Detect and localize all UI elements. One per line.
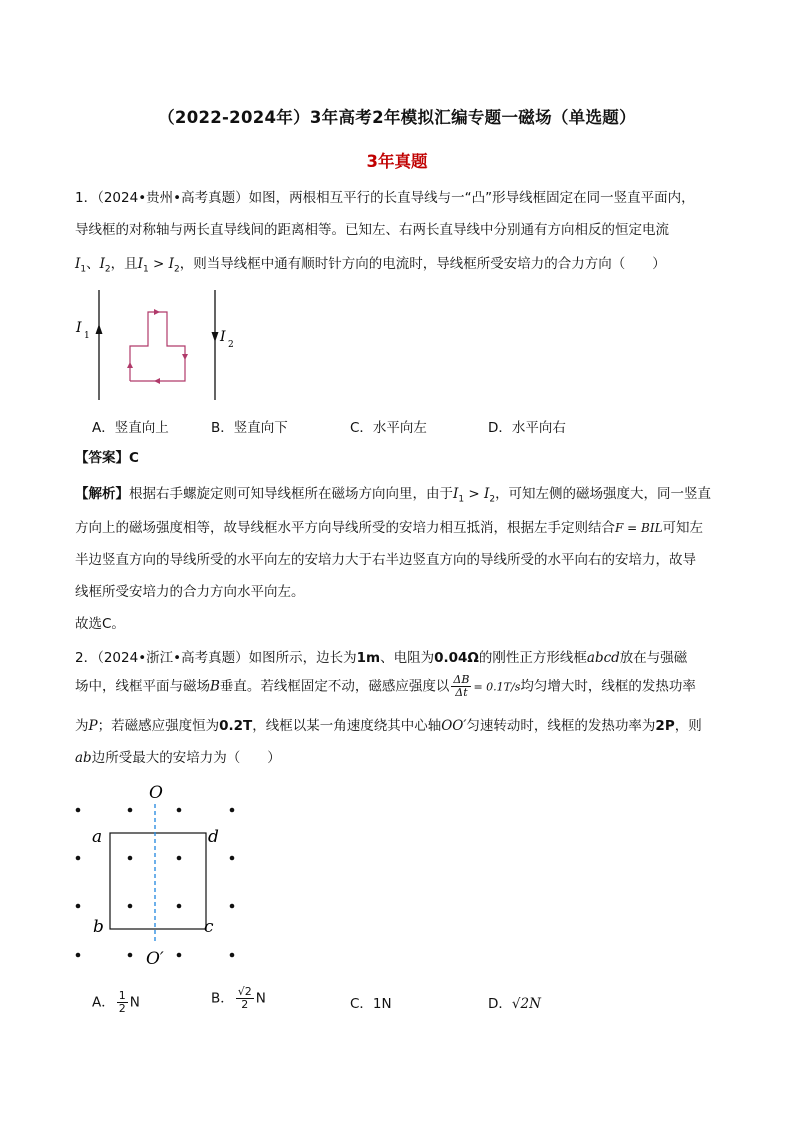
label-i2: I bbox=[220, 329, 226, 345]
text: 边所受最大的安培力为（ ） bbox=[91, 750, 281, 766]
side-length: 1m bbox=[356, 650, 381, 666]
field-dot bbox=[230, 856, 235, 861]
text: 、 bbox=[86, 256, 100, 272]
answer-label: 【答案】 bbox=[75, 450, 129, 466]
sub-1: 1 bbox=[80, 264, 87, 275]
square-frame bbox=[110, 833, 206, 929]
loop-arrow-icon bbox=[154, 309, 160, 315]
text: ，且 bbox=[110, 256, 138, 272]
q1-answer bbox=[75, 446, 139, 466]
q2-line-2 bbox=[75, 674, 696, 699]
rate-fraction bbox=[451, 674, 471, 699]
down-arrow-icon bbox=[212, 332, 219, 342]
sub-2: 2 bbox=[104, 264, 111, 275]
text: 为 bbox=[75, 718, 89, 734]
answer-value: C bbox=[129, 450, 139, 466]
field-dot bbox=[128, 904, 133, 909]
field-b: B bbox=[210, 678, 220, 695]
numerator: √2 bbox=[237, 985, 252, 998]
q1-analysis-line-2 bbox=[75, 516, 703, 536]
field-dot bbox=[76, 904, 81, 909]
text: 可知左 bbox=[662, 520, 704, 536]
axis-name: OO′ bbox=[441, 718, 467, 734]
q1-conclusion: 故选C。 bbox=[75, 616, 125, 632]
denominator: 2 bbox=[241, 998, 249, 1011]
q1-option-a[interactable]: A．竖直向上 bbox=[92, 420, 169, 436]
q1-line-2: 导线框的对称轴与两长直导线间的距离相等。已知左、右两长直导线中分别通有方向相反的恒定电流 bbox=[75, 222, 669, 238]
q1-option-c[interactable]: C．水平向左 bbox=[350, 420, 427, 436]
label-c: c bbox=[204, 917, 214, 937]
document-title: （2022-2024年）3年高考2年模拟汇编专题一磁场（单选题） bbox=[158, 108, 636, 127]
option-label: A． bbox=[92, 994, 115, 1011]
loop-arrow-icon bbox=[154, 378, 160, 384]
label-i2-sub: 2 bbox=[228, 340, 234, 350]
q1-analysis-line-1 bbox=[75, 482, 711, 505]
text: 、电阻为 bbox=[380, 650, 435, 666]
numerator: ΔB bbox=[453, 673, 470, 686]
field-dot bbox=[76, 808, 81, 813]
denominator: 2 bbox=[118, 1002, 126, 1015]
current-i2: I bbox=[483, 486, 490, 502]
q1-option-d[interactable]: D．水平向右 bbox=[488, 420, 566, 436]
label-b: b bbox=[93, 917, 104, 937]
up-arrow-icon bbox=[96, 324, 103, 334]
unit: N bbox=[255, 990, 266, 1007]
label-o-prime: O′ bbox=[146, 949, 164, 969]
text: 匀速转动时，线框的发热功率为 bbox=[466, 718, 656, 734]
field-dot bbox=[76, 856, 81, 861]
loop-arrow-icon bbox=[182, 354, 188, 360]
sub-2: 2 bbox=[173, 264, 180, 275]
loop-arrow-icon bbox=[127, 362, 133, 368]
q2-line-3 bbox=[75, 714, 702, 734]
label-d: d bbox=[208, 827, 219, 847]
text: 根据右手螺旋定则可知导线框所在磁场方向向里，由于 bbox=[129, 486, 453, 502]
denominator: Δt bbox=[455, 686, 468, 699]
fraction bbox=[117, 990, 128, 1015]
option-label: B． bbox=[211, 990, 234, 1007]
field-dot bbox=[128, 953, 133, 958]
text: ，线框以某一角速度绕其中心轴 bbox=[252, 718, 442, 734]
text: ，可知左侧的磁场强度大，同一竖直 bbox=[495, 486, 712, 502]
sub-1: 1 bbox=[458, 494, 465, 505]
greater-than: > bbox=[148, 256, 169, 272]
field-dot bbox=[177, 953, 182, 958]
q2-option-c[interactable]: C．1N bbox=[350, 996, 392, 1012]
text: ；若磁感应强度恒为 bbox=[97, 718, 220, 734]
text: 均匀增大时，线框的发热功率 bbox=[520, 678, 696, 695]
greater-than: > bbox=[464, 486, 484, 502]
q2-line-4 bbox=[75, 746, 281, 766]
power-p: P bbox=[88, 718, 98, 734]
current-i1: I bbox=[75, 256, 81, 272]
text: ，则当导线框中通有顺时针方向的电流时，导线框所受安培力的合力方向（ ） bbox=[179, 256, 666, 272]
section-heading: 3年真题 bbox=[366, 152, 428, 171]
fraction bbox=[236, 986, 254, 1011]
numerator: 1 bbox=[118, 989, 126, 1002]
field-dot bbox=[230, 904, 235, 909]
analysis-label: 【解析】 bbox=[75, 486, 129, 502]
current-i1: I bbox=[453, 486, 459, 502]
current-i1: I bbox=[137, 256, 143, 272]
label-a: a bbox=[92, 827, 103, 847]
text: 放在与强磁 bbox=[619, 650, 688, 666]
field-dot bbox=[177, 856, 182, 861]
power-2p: 2P bbox=[655, 718, 675, 734]
q2-line-1 bbox=[75, 646, 687, 666]
text: 场中，线框平面与磁场 bbox=[75, 678, 210, 695]
q2-option-b[interactable] bbox=[211, 986, 266, 1011]
q2-figure bbox=[60, 778, 260, 974]
formula: F = BIL bbox=[615, 521, 663, 535]
q1-line-3 bbox=[75, 252, 666, 275]
text: 的刚性正方形线框 bbox=[478, 650, 587, 666]
rate-value: = 0.1T/s bbox=[473, 680, 521, 694]
field-dot bbox=[128, 808, 133, 813]
frame-name: abcd bbox=[586, 650, 620, 666]
field-dot bbox=[230, 808, 235, 813]
q2-option-a[interactable] bbox=[92, 990, 140, 1015]
q1-figure bbox=[70, 286, 240, 406]
field-dot bbox=[128, 856, 133, 861]
convex-loop bbox=[130, 312, 185, 381]
label-i1: I bbox=[76, 320, 82, 336]
field-value: 0.2T bbox=[219, 718, 253, 734]
text: 垂直。若线框固定不动，磁感应强度以 bbox=[219, 678, 450, 695]
field-dot bbox=[230, 953, 235, 958]
q1-line-1: 1．（2024•贵州•高考真题）如图，两根相互平行的长直导线与一“凸”形导线框固定在同一竖直平面内， bbox=[75, 190, 695, 206]
q1-option-b[interactable]: B．竖直向下 bbox=[211, 420, 288, 436]
text: 2．（2024•浙江•高考真题）如图所示，边长为 bbox=[75, 650, 357, 666]
sub-1: 1 bbox=[143, 264, 149, 275]
text: ，则 bbox=[674, 718, 702, 734]
current-i2: I bbox=[99, 256, 105, 272]
current-i2: I bbox=[168, 256, 174, 272]
text: 方向上的磁场强度相等，故导线框水平方向导线所受的安培力相互抵消，根据左手定则结合 bbox=[75, 520, 615, 536]
option-value: √2N bbox=[511, 996, 541, 1012]
label-o: O bbox=[149, 783, 163, 803]
field-dot bbox=[177, 808, 182, 813]
sub-2: 2 bbox=[489, 494, 496, 505]
field-dot bbox=[76, 953, 81, 958]
q1-analysis-line-3: 半边竖直方向的导线所受的水平向左的安培力大于右半边竖直方向的导线所受的水平向右的安培力，故导 bbox=[75, 552, 696, 568]
unit: N bbox=[129, 994, 140, 1011]
q2-option-d[interactable] bbox=[488, 992, 541, 1012]
side-ab: ab bbox=[75, 750, 92, 766]
option-label: D． bbox=[488, 996, 512, 1012]
field-dot bbox=[177, 904, 182, 909]
resistance: 0.04Ω bbox=[434, 650, 479, 666]
q1-analysis-line-4: 线框所受安培力的合力方向水平向左。 bbox=[75, 584, 305, 600]
label-i1-sub: 1 bbox=[84, 331, 90, 341]
